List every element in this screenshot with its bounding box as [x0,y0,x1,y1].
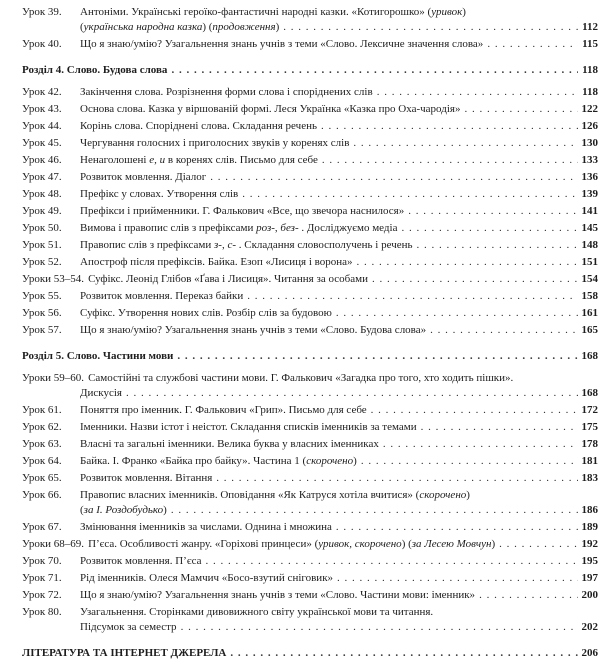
dot-leader [242,187,578,202]
text-segment: Іменники. Назви істот і неістот. Складання списків іменників за темами [80,421,417,433]
toc-entry [22,272,598,287]
entry-title [80,306,332,321]
lesson-number: Урок 47. [22,171,62,183]
page-number: 148 [581,239,598,251]
page-number: 183 [581,472,598,484]
italic-text: за І. Роздобудько [83,504,164,516]
dot-leader [205,554,578,569]
text-segment: Розділ 4. Слово. Будова слова [22,64,168,76]
page-number: 172 [581,404,598,416]
page-number: 130 [581,137,598,149]
toc-entry [22,420,598,435]
lesson-number: Урок 51. [22,239,62,251]
page-number: 139 [581,188,598,200]
toc-line [22,520,598,535]
text-segment: П’єса. Особливості жанру. «Горіхові принцеси» ( [88,538,319,550]
text-segment: Байка. І. Франко «Байка про байку». Частина 1 ( [80,455,307,467]
toc-line [22,420,598,435]
entry-title [80,520,332,535]
lesson-number: Урок 65. [22,472,62,484]
text-segment: ) ( [401,538,412,550]
italic-text: скорочено [306,455,354,467]
section-heading [22,63,598,78]
text-segment: Дискусія [80,387,122,399]
toc-line [22,371,598,386]
entry-title [80,5,466,20]
entry-title [80,403,367,418]
toc-line [22,85,598,100]
dot-leader [210,170,578,185]
toc-entry [22,37,598,52]
entry-title [22,646,226,661]
toc-entry [22,255,598,270]
toc-entry [22,588,598,603]
page-number: 192 [581,538,598,550]
entry-title [80,204,404,219]
text-segment: Префікси і прийменники. Г. Фалькович «Все, що звечора наснилося» [80,205,405,217]
entry-title [88,537,495,552]
entry-title [88,371,513,386]
toc-entry [22,371,598,401]
dot-leader [230,646,578,661]
entry-title [80,620,177,635]
dot-leader [479,588,578,603]
toc-line [22,187,598,202]
lesson-number: Урок 66. [22,489,62,501]
entry-title [80,588,475,603]
lesson-number: Урок 44. [22,120,62,132]
entry-title [80,221,397,236]
dot-leader [408,204,578,219]
toc-line [22,646,598,661]
page-number: 178 [581,438,598,450]
text-segment: Рід іменників. Олеся Мамчич «Босо-взутий сніговик» [80,572,334,584]
toc-line [22,323,598,338]
toc-entry [22,403,598,418]
dot-leader [464,102,578,117]
entry-title [80,571,333,586]
page-number: 126 [581,120,598,132]
text-segment: Розвиток мовлення. Вітання [80,472,213,484]
text-segment: Що я знаю/умію? Узагальнення знань учнів з теми «Слово. Частини мови: іменник» [80,589,476,601]
entry-title [80,454,357,469]
entry-title [80,437,379,452]
section-heading [22,646,598,661]
text-segment: Підсумок за семестр [80,621,177,633]
text-segment: Апостроф після префіксів. Байка. Езоп «Лисиця і ворона» [80,256,353,268]
page-number: 158 [581,290,598,302]
toc-line [22,306,598,321]
table-of-contents [22,5,598,668]
dot-leader [353,136,578,151]
lesson-number: Урок 56. [22,307,62,319]
entry-title [80,386,122,401]
italic-text: скорочено [419,489,467,501]
lesson-number: Урок 61. [22,404,62,416]
text-segment: Корінь слова. Споріднені слова. Складання речень [80,120,317,132]
lesson-number: Урок 40. [22,38,62,50]
italic-text: уривок [431,6,463,18]
lesson-number: Урок 80. [22,606,62,618]
toc-entry [22,102,598,117]
toc-entry [22,471,598,486]
italic-text: продовження [212,21,276,33]
entry-title [80,238,413,253]
text-segment: Що я знаю/умію? Узагальнення знань учнів з теми «Слово. Будова слова» [80,324,427,336]
toc-line [22,136,598,151]
text-segment: Чергування голосних і приголосних звуків у коренях слів [80,137,350,149]
dot-leader [487,37,578,52]
text-segment: ( [80,21,84,33]
dot-leader [383,437,578,452]
text-segment: ) [163,504,167,516]
dot-leader [283,20,578,35]
lesson-number: Урок 52. [22,256,62,268]
toc-line [22,63,598,78]
italic-text: с- [227,239,236,251]
toc-line [22,537,598,552]
text-segment: ) [466,489,470,501]
text-segment: ) [275,21,280,33]
toc-line [22,488,598,503]
toc-line [22,571,598,586]
page-number: 115 [582,38,598,50]
dot-leader [357,255,578,270]
toc-entry [22,85,598,100]
page-number: 197 [581,572,598,584]
text-segment: Розділ 5. Слово. Частини мови [22,350,174,362]
toc-line [22,153,598,168]
toc-entry [22,537,598,552]
page-number: 161 [581,307,598,319]
text-segment: Суфікс. Леонід Глібов «Ґава і Лисиця». Читання за особами [88,273,368,285]
page-number: 189 [581,521,598,533]
text-segment: ЛІТЕРАТУРА ТА ІНТЕРНЕТ ДЖЕРЕЛА [22,647,227,659]
toc-line [22,554,598,569]
entry-title [80,503,167,518]
toc-line [22,588,598,603]
entry-title [80,170,206,185]
toc-line [22,386,598,401]
toc-line [22,471,598,486]
dot-leader [430,323,578,338]
page-number: 154 [581,273,598,285]
text-segment: ) [491,538,496,550]
toc-line [22,605,598,620]
text-segment: . Складання словосполучень і речень [236,239,413,251]
dot-leader [181,620,578,635]
lesson-number: Урок 62. [22,421,62,433]
toc-entry [22,554,598,569]
italic-text: за Лесею Мовчун [411,538,492,550]
text-segment: Розвиток мовлення. Діалог [80,171,207,183]
text-segment: ) [353,455,357,467]
dot-leader [321,119,578,134]
lesson-number: Урок 50. [22,222,62,234]
entry-title [80,420,417,435]
toc-entry [22,238,598,253]
page-number: 141 [581,205,598,217]
italic-text: е, и [149,154,166,166]
dot-leader [171,503,578,518]
text-segment: Суфікс. Утворення нових слів. Розбір слів за будовою [80,307,332,319]
text-segment: Поняття про іменник. Г. Фалькович «Грип». Письмо для себе [80,404,367,416]
dot-leader [377,85,578,100]
entry-title [80,289,243,304]
dot-leader [171,63,578,78]
text-segment: Самостійні та службові частини мови. Г. Фалькович «Загадка про того, хто ходить пішки». [88,372,514,384]
page-number: 181 [581,455,598,467]
page-number: 200 [581,589,598,601]
lesson-number: Урок 43. [22,103,62,115]
dot-leader [371,403,578,418]
page-number: 133 [581,154,598,166]
text-segment: . Досліджуємо медіа [298,222,398,234]
dot-leader [126,386,578,401]
page-number: 118 [582,64,598,76]
toc-entry [22,454,598,469]
lesson-number: Урок 63. [22,438,62,450]
page-number: 151 [581,256,598,268]
dot-leader [216,471,578,486]
toc-entry [22,119,598,134]
toc-line [22,204,598,219]
toc-line [22,454,598,469]
dot-leader [372,272,578,287]
text-segment: Вимова і правопис слів з префіксами [80,222,257,234]
entry-title [80,136,349,151]
entry-title [22,63,167,78]
toc-line [22,620,598,635]
toc-line [22,272,598,287]
toc-line [22,238,598,253]
toc-entry [22,520,598,535]
dot-leader [177,349,578,364]
text-segment: , [221,239,228,251]
page-number: 175 [581,421,598,433]
toc-entry [22,488,598,518]
entry-title [80,554,201,569]
toc-entry [22,289,598,304]
text-segment: Закінчення слова. Розрізнення форми слова і споріднених слів [80,86,373,98]
toc-line [22,255,598,270]
page-number: 168 [581,387,598,399]
toc-entry [22,204,598,219]
lesson-number: Уроки 68–69. [22,538,85,550]
italic-text: з- [213,239,222,251]
text-segment: Що я знаю/умію? Узагальнення знань учнів з теми «Слово. Лексичне значення слова» [80,38,484,50]
italic-text: уривок, скорочено [318,538,402,550]
toc-entry [22,306,598,321]
toc-line [22,221,598,236]
lesson-number: Урок 39. [22,6,62,18]
text-segment: Узагальнення. Сторінками дивовижного світу української мови та читання. [80,606,434,618]
text-segment: ( [80,504,84,516]
dot-leader [361,454,578,469]
toc-entry [22,221,598,236]
entry-title [80,488,470,503]
page-number: 195 [581,555,598,567]
lesson-number: Урок 57. [22,324,62,336]
lesson-number: Уроки 59–60. [22,372,85,384]
toc-line [22,119,598,134]
toc-line [22,349,598,364]
lesson-number: Урок 49. [22,205,62,217]
entry-title [88,272,368,287]
text-segment: Власні та загальні іменники. Велика буква у власних іменниках [80,438,379,450]
entry-title [80,119,317,134]
entry-title [80,187,238,202]
entry-title [80,323,426,338]
entry-title [80,605,433,620]
page-number: 202 [581,621,598,633]
entry-title [80,37,483,52]
entry-title [80,255,353,270]
text-segment: Розвиток мовлення. П’єса [80,555,202,567]
text-segment: , [274,222,281,234]
text-segment: в коренях слів. Письмо для себе [165,154,318,166]
lesson-number: Урок 42. [22,86,62,98]
lesson-number: Урок 67. [22,521,62,533]
text-segment: Правопис слів з префіксами [80,239,214,251]
lesson-number: Урок 48. [22,188,62,200]
entry-title [22,349,173,364]
page-number: 122 [581,103,598,115]
page-number: 136 [581,171,598,183]
text-segment: Префікс у словах. Утворення слів [80,188,239,200]
page-number: 168 [581,350,598,362]
entry-title [80,471,212,486]
dot-leader [322,153,578,168]
italic-text: без- [280,222,299,234]
dot-leader [421,420,578,435]
toc-entry [22,437,598,452]
toc-line [22,289,598,304]
italic-text: роз- [256,222,275,234]
toc-entry [22,323,598,338]
toc-line [22,37,598,52]
text-segment: Основа слова. Казка у віршованій формі. Леся Українка «Казка про Оха-чародія» [80,103,461,115]
lesson-number: Урок 46. [22,154,62,166]
text-segment: Правопис власних іменників. Оповідання «Як Катруся хотіла вчитися» ( [80,489,420,501]
dot-leader [336,306,578,321]
page-number: 112 [582,21,598,33]
toc-line [22,102,598,117]
text-segment: Розвиток мовлення. Переказ байки [80,290,244,302]
entry-title [80,85,373,100]
toc-entry [22,5,598,35]
toc-entry [22,170,598,185]
dot-leader [417,238,578,253]
toc-entry [22,153,598,168]
dot-leader [337,571,578,586]
page-number: 145 [581,222,598,234]
toc-entry [22,571,598,586]
text-segment: Змінювання іменників за числами. Однина і множина [80,521,332,533]
page-number: 206 [581,647,598,659]
lesson-number: Урок 45. [22,137,62,149]
lesson-number: Урок 64. [22,455,62,467]
toc-line [22,170,598,185]
toc-line [22,437,598,452]
page-number: 165 [581,324,598,336]
toc-entry [22,605,598,635]
section-heading [22,349,598,364]
page-number: 186 [581,504,598,516]
entry-title [80,153,318,168]
lesson-number: Урок 72. [22,589,62,601]
lesson-number: Урок 71. [22,572,62,584]
toc-line [22,5,598,20]
toc-line [22,20,598,35]
dot-leader [401,221,578,236]
toc-line [22,503,598,518]
lesson-number: Урок 70. [22,555,62,567]
dot-leader [247,289,578,304]
toc-entry [22,187,598,202]
text-segment: ) [462,6,466,18]
dot-leader [499,537,578,552]
entry-title [80,20,279,35]
text-segment: Ненаголошені [80,154,150,166]
lesson-number: Уроки 53–54. [22,273,85,285]
entry-title [80,102,460,117]
italic-text: українська народна казка [83,21,203,33]
text-segment: ) ( [202,21,213,33]
dot-leader [336,520,578,535]
page-number: 118 [582,86,598,98]
toc-entry [22,136,598,151]
toc-line [22,403,598,418]
text-segment: Антоніми. Українські героїко-фантастичні народні казки. «Котигорошко» ( [80,6,432,18]
lesson-number: Урок 55. [22,290,62,302]
